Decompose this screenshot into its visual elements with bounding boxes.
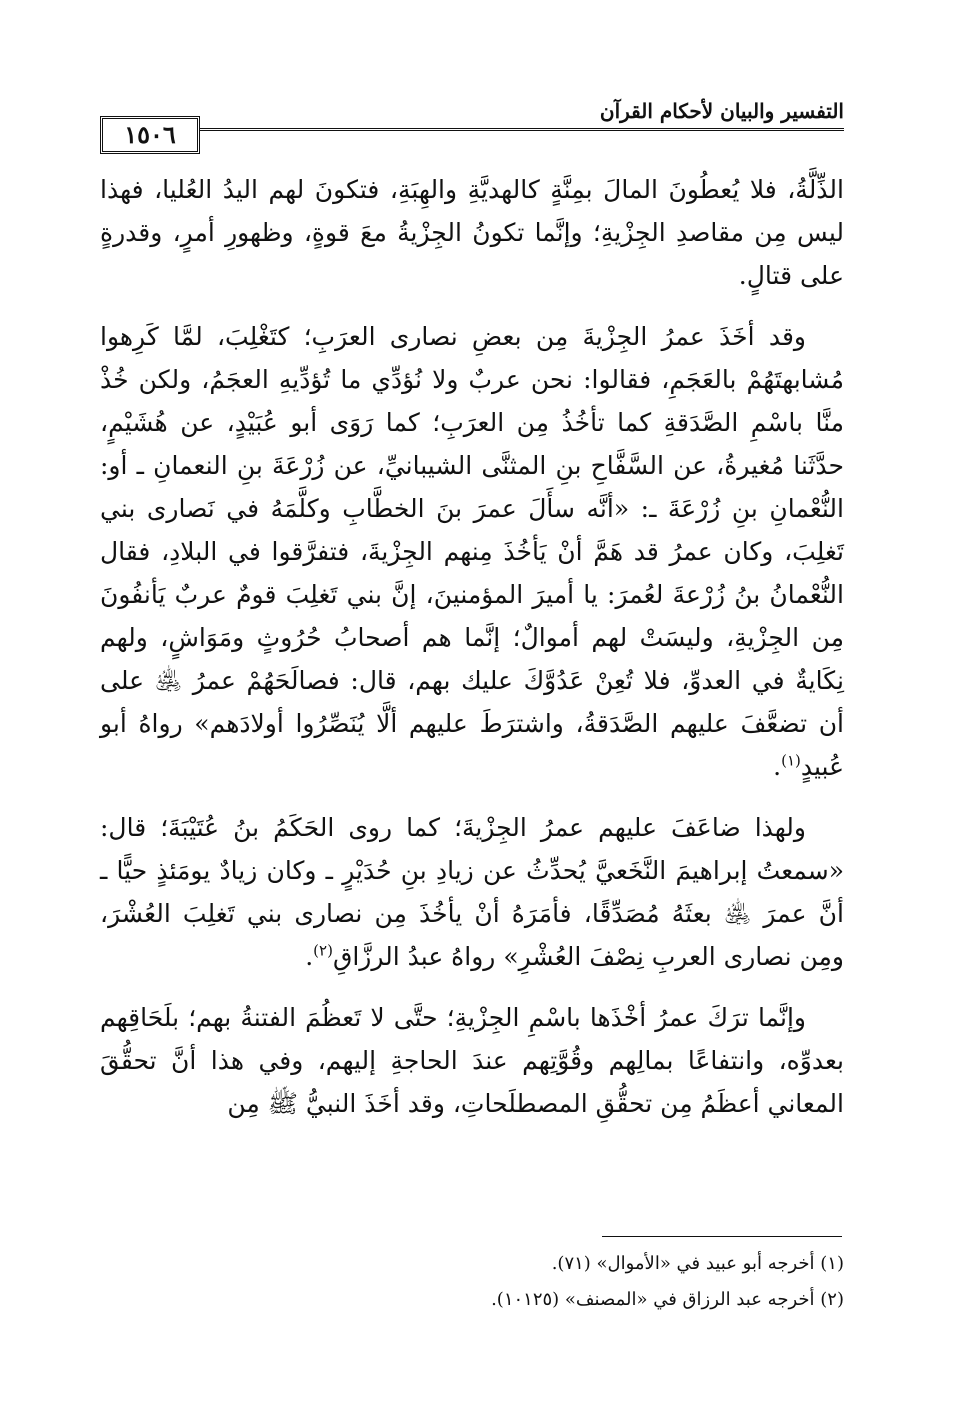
paragraph-text: وقد أخَذَ عمرُ الجِزْيةَ مِن بعضِ نصارى العرَبِ؛ كتَغْلِبَ، لمَّا كَرِهوا مُشابهتَهُمْ بالعَجَمِ، فقالوا: نحن عربٌ ولا نُؤدِّي ما تُؤدِّيهِ العجَمُ، ولكن خُذْ منَّا باسْمِ الصَّدَقةِ كما تأخُذُ مِن العرَبِ؛ كما رَوَى أبو عُبَيْدٍ، عن هُشَيْمٍ، حدَّثَنا مُغيرةُ، عن السَّفَّاحِ بنِ المثنَّى الشيبانيِّ، عن زُرْعَةَ بنِ النعمانِ ـ أو: النُّعْمانِ بنِ زُرْعَةَ ـ: «أنَّه سأَلَ عمرَ بنَ الخطَّابِ وكلَّمَهُ في نَصارى بني تَغلِبَ، وكان عمرُ قد هَمَّ أنْ يَأخُذَ مِنهم الجِزْيةَ، فتفرَّقوا في البلادِ، فقال النُّعْمانُ بنُ زُرْعةَ لعُمرَ: يا أميرَ المؤمنينَ، إنَّ بني تَغلِبَ قومٌ عربٌ يَأنفُونَ مِن الجِزْيةِ، وليسَتْ لهم أموالٌ؛ إنَّما هم أصحابُ حُرُوثٍ ومَوَاشٍ، ولهم نِكَايةٌ في العدوِّ، فلا تُعِنْ عَدُوَّكَ عليك بهم، قال: فصالَحَهُمْ عمرُ ﵁ على أن تضعَّفَ عليهم الصَّدَقةُ، واشترَطَ عليهم ألَّا يُنَصِّرُوا أولادَهم» رواهُ أبو عُبيدٍ (100, 322, 844, 781)
page-header (100, 96, 844, 160)
footnote-number: (١) (820, 1253, 844, 1274)
paragraph: الذِّلَّةُ، فلا يُعطُونَ المالَ بمِنَّةٍ كالهديَّةِ والهِبَةِ، فتكونَ لهم اليدُ العُليا، فهذا ليس مِن مقاصدِ الجِزْيةِ؛ وإنَّما تكونُ الجِزْيةُ معَ قوةٍ، وظهورِ أمرٍ، وقدرةٍ على قتالٍ. (100, 175, 844, 290)
paragraph: وقد أخَذَ عمرُ الجِزْيةَ مِن بعضِ نصارى العرَبِ؛ كتَغْلِبَ، لمَّا كَرِهوا مُشابهتَهُمْ بالعَجَمِ، فقالوا: نحن عربٌ ولا نُؤدِّي ما تُؤدِّيهِ العجَمُ، ولكن خُذْ منَّا باسْمِ الصَّدَقةِ كما تأخُذُ مِن العرَبِ؛ كما رَوَى أبو عُبَيْدٍ، عن هُشَيْمٍ، حدَّثَنا مُغيرةُ، عن السَّفَّاحِ بنِ المثنَّى الشيبانيِّ، عن زُرْعَةَ بنِ النعمانِ ـ أو: النُّعْمانِ بنِ زُرْعَةَ ـ: «أنَّه سأَلَ عمرَ بنَ الخطَّابِ وكلَّمَهُ في نَصارى بني تَغلِبَ، وكان عمرُ قد هَمَّ أنْ يَأخُذَ مِنهم الجِزْيةَ، فتفرَّقوا في البلادِ، فقال النُّعْمانُ بنُ زُرْعةَ لعُمرَ: يا أميرَ المؤمنينَ، إنَّ بني تَغلِبَ قومٌ عربٌ يَأنفُونَ مِن الجِزْيةِ، وليسَتْ لهم أموالٌ؛ إنَّما هم أصحابُ حُرُوثٍ ومَوَاشٍ، ولهم نِكَايةٌ في العدوِّ، فلا تُعِنْ عَدُوَّكَ عليك بهم، قال: فصالَحَهُمْ عمرُ ﵁ على أن تضعَّفَ عليهم الصَّدَقةُ، واشترَطَ عليهم ألَّا يُنَصِّرُوا أولادَهم» رواهُ أبو عُبيدٍ$^{(١)}$. (100, 322, 844, 781)
footnote-separator (602, 1236, 842, 1237)
paragraph: وإنَّما ترَكَ عمرُ أخْذَها باسْمِ الجِزْيةِ؛ حتَّى لا تَعظُمَ الفتنةُ بهم؛ بلَحَاقِهم بعدوِّه، وانتفاعًا بمالِهم وقُوَّتِهم عندَ الحاجةِ إليهم، وفي هذا أنَّ تحقُّقَ المعاني أعظَمُ مِن تحقُّقِ المصطلَحاتِ، وقد أخَذَ النبيُّ ﷺ مِن (100, 1003, 844, 1118)
running-title: التفسير والبيان لأحكام القرآن (599, 99, 844, 123)
paragraph-text: ولهذا ضاعَفَ عليهم عمرُ الجِزْيةَ؛ كما روى الحَكَمُ بنُ عُتَيْبَةَ؛ قال: «سمعتُ إبراهيمَ النَّخَعيَّ يُحدِّثُ عن زيادِ بنِ حُدَيْرٍ ـ وكان زيادٌ يومَئذٍ حيًّا ـ أنَّ عمرَ ﵁ بعثَهُ مُصَدِّقًا، فأمَرَهُ أنْ يأخُذَ مِن نصارى بني تَغلِبَ العُشْرَ، ومِن نصارى العربِ نِصْفَ العُشْرِ» رواهُ عبدُ الرزَّاقِ (100, 813, 844, 971)
footnote-number: (٢) (820, 1289, 844, 1310)
footnote-marker: (٢) (313, 941, 333, 960)
body-text (100, 168, 844, 1143)
footnote-marker: (١) (781, 751, 801, 770)
page-number: ١٥٠٦ (100, 116, 200, 154)
footnotes (100, 1248, 844, 1320)
footnote (100, 1248, 844, 1280)
footnote (100, 1284, 844, 1316)
header-rule (100, 128, 844, 131)
paragraph: ولهذا ضاعَفَ عليهم عمرُ الجِزْيةَ؛ كما روى الحَكَمُ بنُ عُتَيْبَةَ؛ قال: «سمعتُ إبراهيمَ النَّخَعيَّ يُحدِّثُ عن زيادِ بنِ حُدَيْرٍ ـ وكان زيادٌ يومَئذٍ حيًّا ـ أنَّ عمرَ ﵁ بعثَهُ مُصَدِّقًا، فأمَرَهُ أنْ يأخُذَ مِن نصارى بني تَغلِبَ العُشْرَ، ومِن نصارى العربِ نِصْفَ العُشْرِ» رواهُ عبدُ الرزَّاقِ$^{(٢)}$. (100, 813, 844, 971)
footnote-text: أخرجه عبد الرزاق في «المصنف» (١٠١٢٥). (491, 1289, 815, 1310)
footnote-text: أخرجه أبو عبيد في «الأموال» (٧١). (551, 1253, 815, 1274)
